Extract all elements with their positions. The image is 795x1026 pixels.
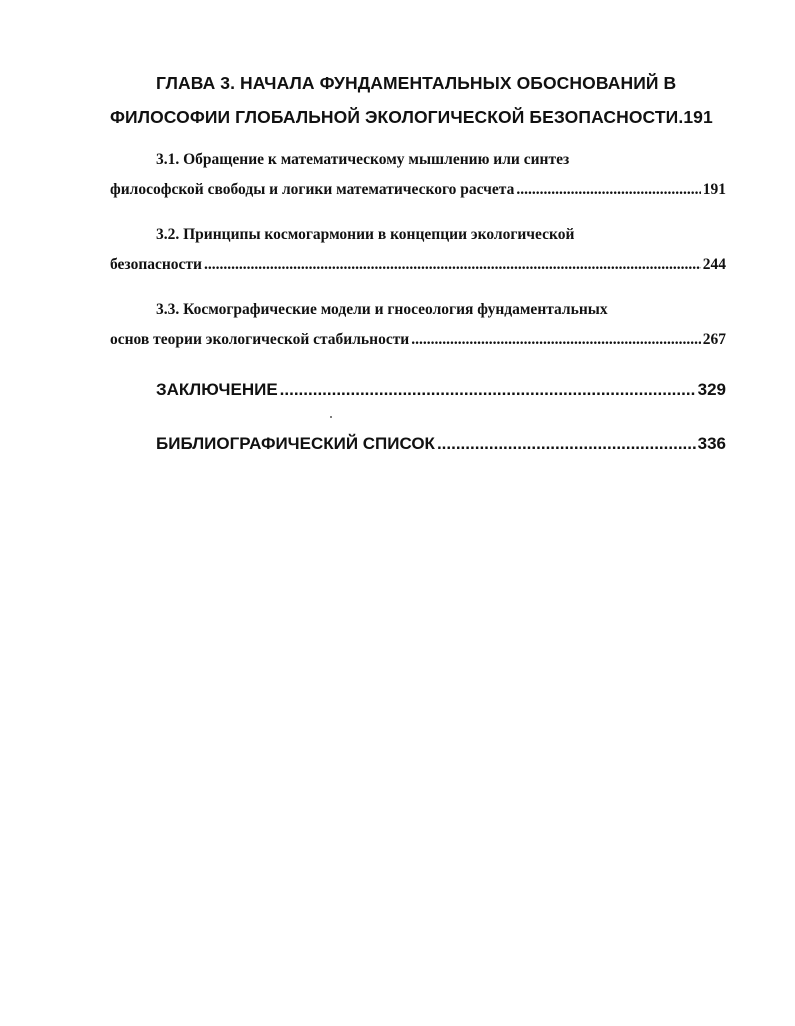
chapter-title-line-2-text: ФИЛОСОФИИ ГЛОБАЛЬНОЙ ЭКОЛОГИЧЕСКОЙ БЕЗОПАСНОСТИ xyxy=(110,107,679,127)
toc-entry-title-line-2: безопасности xyxy=(110,256,202,273)
dot-leader xyxy=(411,325,701,355)
toc-entry-leader-line xyxy=(110,325,726,355)
toc-entry-conclusion xyxy=(156,378,726,402)
chapter-title-line-1: ГЛАВА 3. НАЧАЛА ФУНДАМЕНТАЛЬНЫХ ОБОСНОВАНИЙ В xyxy=(156,73,677,93)
toc-entry-title-line-1: 3.1. Обращение к математическому мышлению или синтез xyxy=(156,151,570,168)
toc-entry-3-3 xyxy=(110,295,726,355)
dot-leader xyxy=(280,378,696,402)
toc-entry-3-1 xyxy=(110,145,726,205)
toc-entry-title-line-2: основ теории экологической стабильности xyxy=(110,331,410,348)
toc-entry-bibliography xyxy=(156,432,726,456)
bibliography-page-number: 336 xyxy=(697,434,726,453)
dot-leader xyxy=(204,250,701,280)
toc-entry-page-number: 267 xyxy=(702,331,726,348)
toc-entry-3-2 xyxy=(110,220,726,280)
bibliography-label: БИБЛИОГРАФИЧЕСКИЙ СПИСОК xyxy=(156,434,435,453)
chapter-leader: . xyxy=(678,107,684,127)
toc-entry-page-number: 191 xyxy=(702,181,726,198)
dot-leader xyxy=(516,175,700,205)
toc-entry-title-line-1: 3.3. Космографические модели и гносеология фундаментальных xyxy=(156,301,608,318)
conclusion-page-number: 329 xyxy=(697,380,726,399)
conclusion-label: ЗАКЛЮЧЕНИЕ xyxy=(156,380,278,399)
toc-entry-leader-line xyxy=(110,250,726,280)
toc-entry-title-line-2: философской свободы и логики математического расчета xyxy=(110,181,515,198)
chapter-heading xyxy=(110,66,728,134)
toc-entry-page-number: 244 xyxy=(702,256,726,273)
chapter-title-line-2 xyxy=(110,100,728,134)
toc-entry-leader-line xyxy=(110,175,726,205)
toc-entry-title-line-1: 3.2. Принципы космогармонии в концепции экологической xyxy=(156,226,575,243)
dot-leader xyxy=(437,432,696,456)
scan-speck xyxy=(330,416,332,418)
chapter-page-number: 191 xyxy=(683,107,713,127)
